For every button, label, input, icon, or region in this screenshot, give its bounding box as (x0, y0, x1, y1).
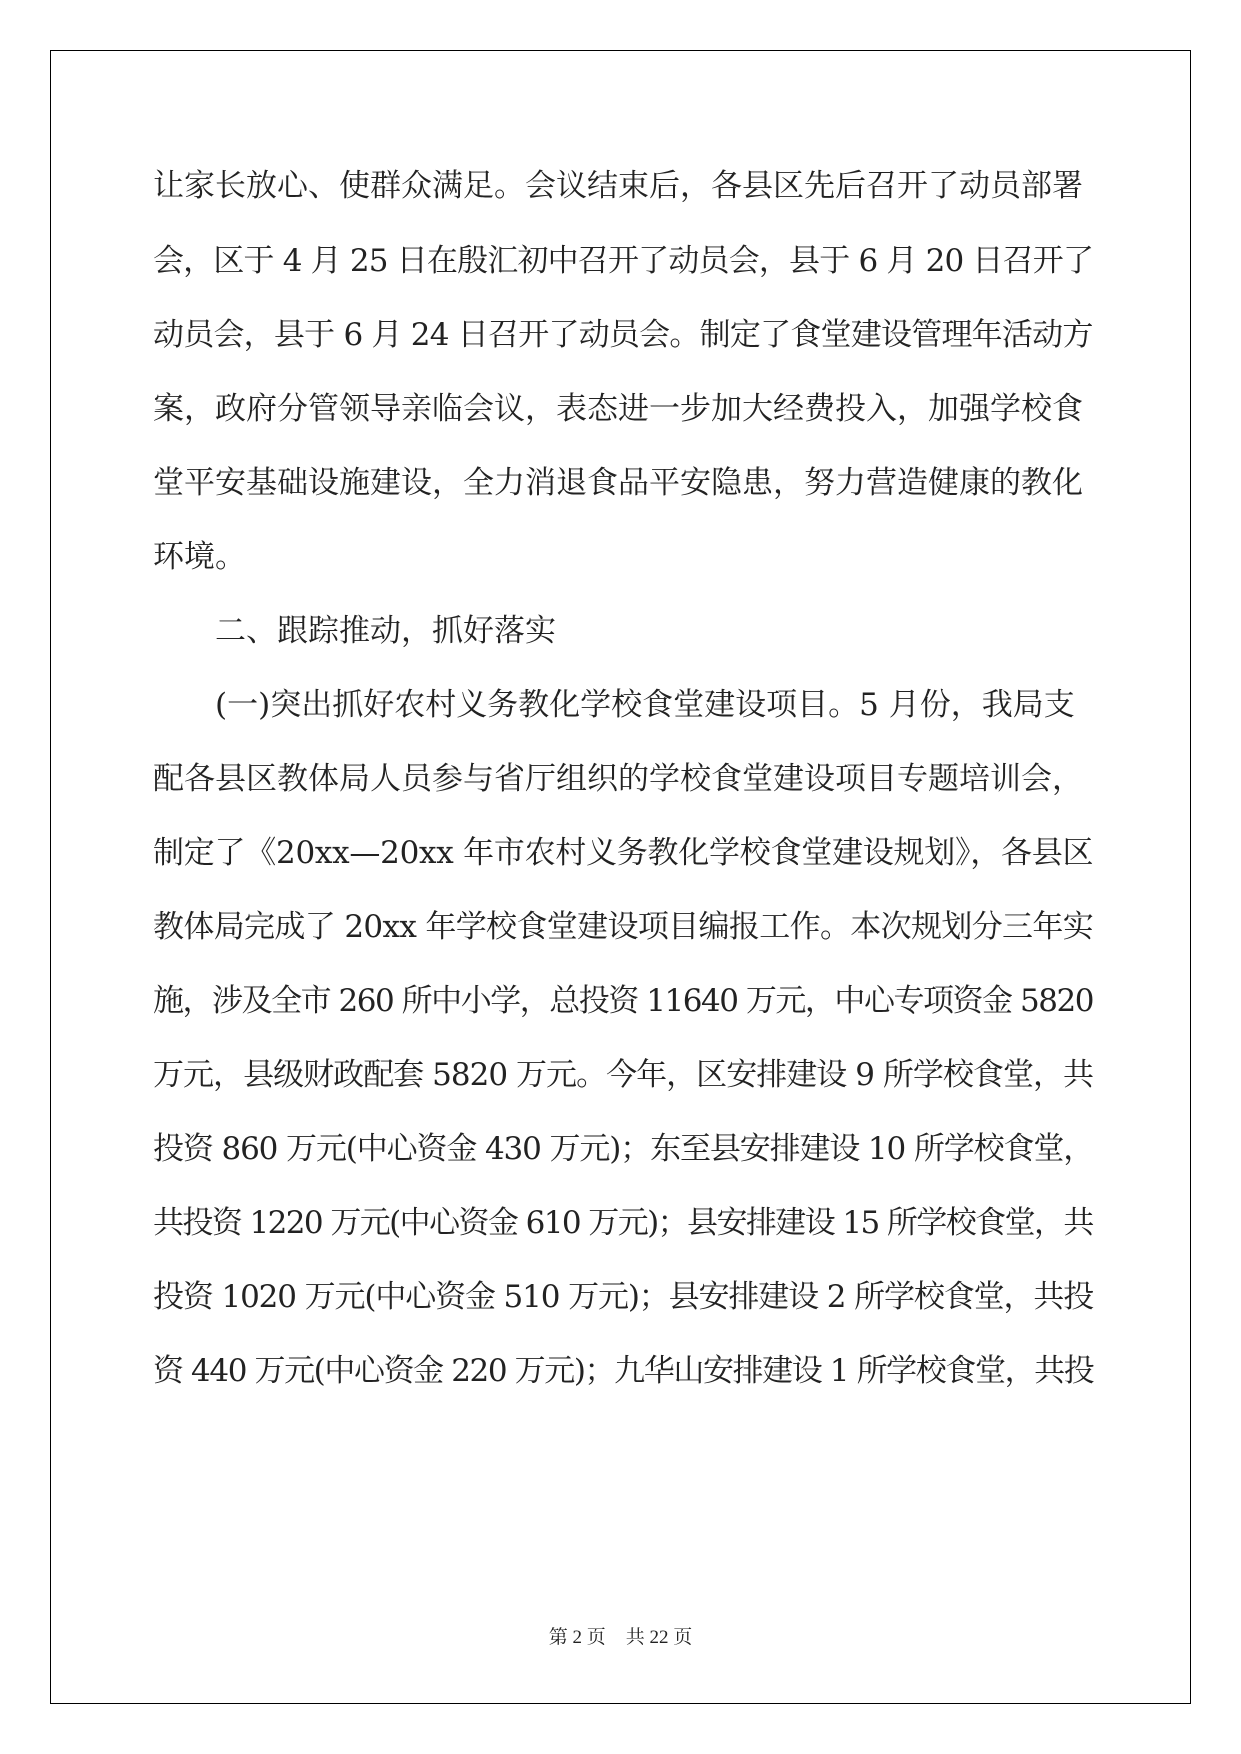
body-line-16: 投资 1020 万元(中心资金 510 万元)；县安排建设 2 所学校食堂，共投 (153, 1279, 1094, 1315)
body-line-2: 会，区于 4 月 25 日在殷汇初中召开了动员会，县于 6 月 20 日召开了 (153, 243, 1094, 279)
body-line-13: 万元，县级财政配套 5820 万元。今年，区安排建设 9 所学校食堂，共 (153, 1057, 1094, 1093)
section-heading: 二、跟踪推动，抓好落实 (153, 613, 556, 649)
body-line-14: 投资 860 万元(中心资金 430 万元)；东至县安排建设 10 所学校食堂， (153, 1131, 1094, 1167)
body-line-15: 共投资 1220 万元(中心资金 610 万元)；县安排建设 15 所学校食堂，共 (153, 1205, 1093, 1241)
body-line-1: 让家长放心、使群众满足。会议结束后，各县区先后召开了动员部署 (153, 168, 1083, 204)
page-number: 第 2 页 (548, 1627, 606, 1648)
body-line-3: 动员会，县于 6 月 24 日召开了动员会。制定了食堂建设管理年活动方 (153, 317, 1093, 353)
body-line-5: 堂平安基础设施建设，全力消退食品平安隐患，努力营造健康的教化 (153, 465, 1083, 501)
body-line-4: 案，政府分管领导亲临会议，表态进一步加大经费投入，加强学校食 (153, 391, 1083, 427)
body-line-11: 教体局完成了 20xx 年学校食堂建设项目编报工作。本次规划分三年实 (153, 909, 1094, 945)
page-border (50, 50, 1191, 1704)
body-line-10: 制定了《20xx—20xx 年市农村义务教化学校食堂建设规划》，各县区 (153, 835, 1094, 871)
body-line-12: 施，涉及全市 260 所中小学，总投资 11640 万元，中心专项资金 5820 (153, 983, 1093, 1019)
body-line-8: (一)突出抓好农村义务教化学校食堂建设项目。5 月份，我局支 (153, 687, 1075, 723)
body-line-9: 配各县区教体局人员参与省厅组织的学校食堂建设项目专题培训会， (153, 761, 1083, 797)
page-total: 共 22 页 (625, 1627, 693, 1648)
body-line-17: 资 440 万元(中心资金 220 万元)；九华山安排建设 1 所学校食堂，共投 (153, 1353, 1094, 1389)
page-footer (0, 1622, 1241, 1649)
body-line-6: 环境。 (153, 539, 246, 575)
